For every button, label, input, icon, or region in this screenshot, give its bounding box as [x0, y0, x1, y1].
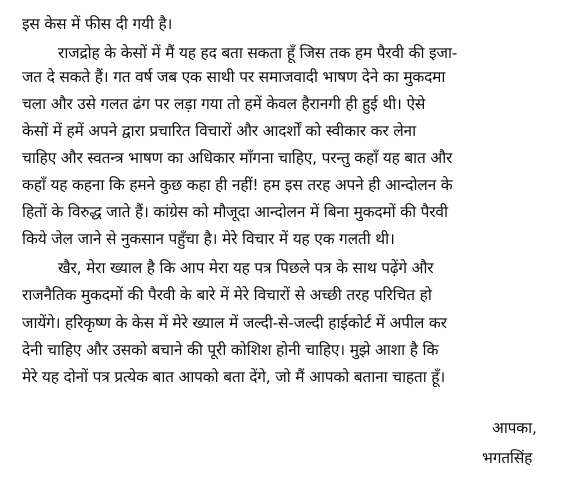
letter-signature: भगतसिंह: [482, 449, 533, 467]
letter-line-10: खैर, मेरा ख्याल है कि आप मेरा यह पत्र पिछले पत्र के साथ पढ़ेंगे और: [58, 259, 434, 277]
letter-line-9: किये जेल जाने से नुकसान पहुँचा है। मेरे विचार में यह एक गलती थी।: [22, 230, 395, 248]
letter-line-11: राजनैतिक मुकदमों की पैरवी के बारे में मेरे विचारों से अच्छी तरह परिचित हो: [22, 286, 432, 304]
letter-line-5: केसों में हमें अपने द्वारा प्रचारित विचारों और आदर्शों को स्वीकार कर लेना: [22, 122, 416, 140]
letter-line-7: कहाँ यह कहना कि हमने कुछ कहा ही नहीं! हम इस तरह अपने ही आन्दोलन के: [22, 176, 453, 194]
letter-closing: आपका,: [492, 419, 537, 437]
letter-line-3: जत दे सकते हैं। गत वर्ष जब एक साथी पर समाजवादी भाषण देने का मुकदमा: [22, 68, 446, 86]
letter-line-14: मेरे यह दोनों पत्र प्रत्येक बात आपको बता देंगे, जो मैं आपको बताना चाहता हूँ।: [22, 368, 445, 386]
letter-line-1: इस केस में फीस दी गयी है।: [22, 15, 173, 33]
letter-line-2: राजद्रोह के केसों में मैं यह हद बता सकता हूँ जिस तक हम पैरवी की इजा-: [58, 44, 458, 62]
letter-line-6: चाहिए और स्वतन्त्र भाषण का अधिकार माँगना चाहिए, परन्तु कहाँ यह बात और: [22, 149, 453, 167]
letter-line-4: चला और उसे गलत ढंग पर लड़ा गया तो हमें केवल हैरानगी ही हुई थी। ऐसे: [22, 95, 426, 113]
letter-line-13: देनी चाहिए और उसको बचाने की पूरी कोशिश होनी चाहिए। मुझे आशा है कि: [22, 341, 439, 359]
letter-line-12: जायेंगे। हरिकृष्ण के केस में मेरे ख्याल में जल्दी-से-जल्दी हाईकोर्ट में अपील कर: [22, 314, 447, 332]
letter-line-8: हितों के विरुद्ध जाते हैं। कांग्रेस को मौजूदा आन्दोलन में बिना मुकदमों की पैरवी: [22, 203, 448, 221]
